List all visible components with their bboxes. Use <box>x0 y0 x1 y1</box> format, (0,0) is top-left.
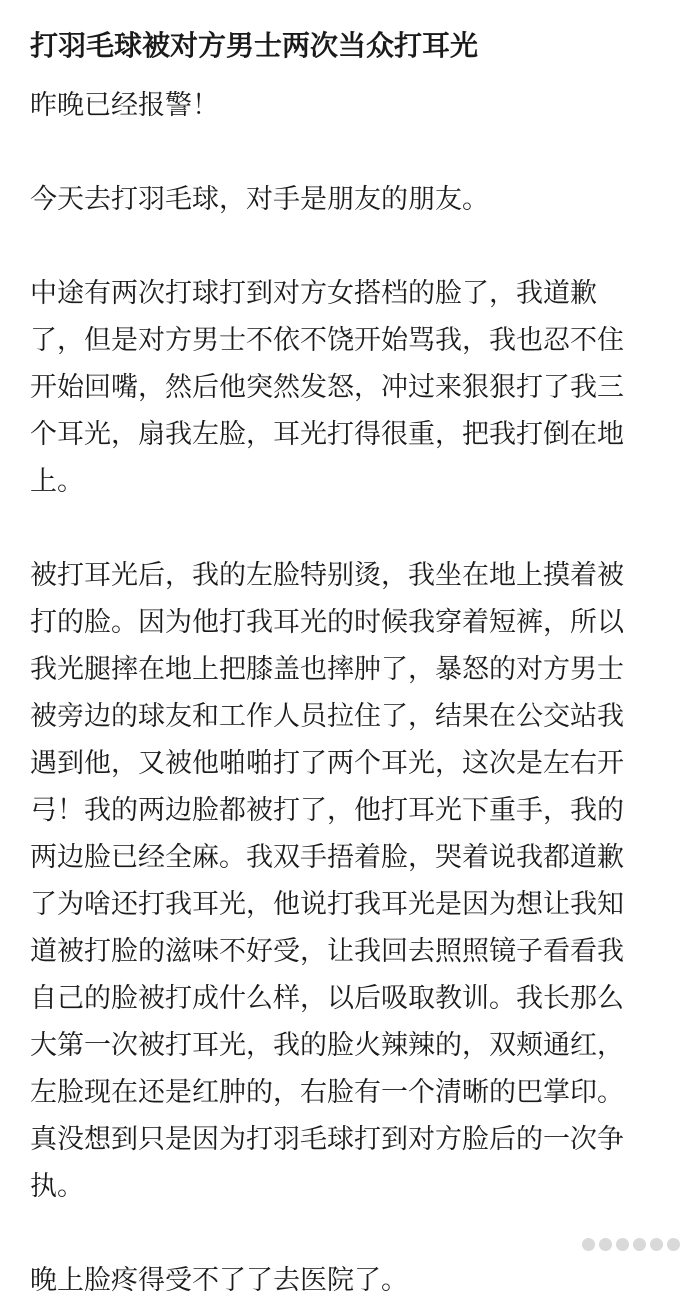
dot <box>650 1238 663 1251</box>
text-line: 两边脸已经全麻。我双手捂着脸，哭着说我都道歉 <box>30 842 624 873</box>
paragraph-gap <box>30 129 662 176</box>
text-line: 弓！我的两边脸都被打了，他打耳光下重手，我的 <box>30 795 624 826</box>
text-line: 昨晚已经报警！ <box>30 90 219 121</box>
text-line: 被打耳光后，我的左脸特别烫，我坐在地上摸着被 <box>30 560 624 591</box>
text-line: 中途有两次打球打到对方女搭档的脸了，我道歉 <box>30 278 597 309</box>
dot <box>616 1238 629 1251</box>
paragraph-gap <box>30 505 662 552</box>
post-body <box>30 82 662 1304</box>
text-line: 遇到他，又被他啪啪打了两个耳光，这次是左右开 <box>30 748 624 779</box>
text-line: 我光腿摔在地上把膝盖也摔肿了，暴怒的对方男士 <box>30 654 624 685</box>
text-line: 上。 <box>30 466 84 497</box>
text-line: 道被打脸的滋味不好受，让我回去照照镜子看看我 <box>30 936 624 967</box>
text-line: 自己的脸被打成什么样，以后吸取教训。我长那么 <box>30 983 624 1014</box>
text-line: 被旁边的球友和工作人员拉住了，结果在公交站我 <box>30 701 624 732</box>
dot <box>633 1238 646 1251</box>
text-line: 左脸现在还是红肿的，右脸有一个清晰的巴掌印。 <box>30 1077 624 1108</box>
paragraph-4 <box>30 552 662 1210</box>
text-line: 真没想到只是因为打羽毛球打到对方脸后的一次争 <box>30 1124 624 1155</box>
paragraph-1 <box>30 82 662 129</box>
text-line: 大第一次被打耳光，我的脸火辣辣的，双颊通红， <box>30 1030 624 1061</box>
paragraph-2 <box>30 176 662 223</box>
dot <box>667 1238 680 1251</box>
text-line: 执。 <box>30 1171 84 1202</box>
post-title: 打羽毛球被对方男士两次当众打耳光 <box>30 29 479 62</box>
paragraph-gap <box>30 1210 662 1257</box>
paragraph-3 <box>30 270 662 505</box>
dot <box>582 1238 595 1251</box>
more-dots-icon <box>582 1238 680 1251</box>
paragraph-gap <box>30 223 662 270</box>
paragraph-5 <box>30 1257 662 1304</box>
text-line: 晚上脸疼得受不了了去医院了。 <box>30 1265 408 1296</box>
text-line: 个耳光，扇我左脸，耳光打得很重，把我打倒在地 <box>30 419 624 450</box>
text-line: 开始回嘴，然后他突然发怒，冲过来狠狠打了我三 <box>30 372 624 403</box>
text-line: 了，但是对方男士不依不饶开始骂我，我也忍不住 <box>30 325 624 356</box>
text-line: 打的脸。因为他打我耳光的时候我穿着短裤，所以 <box>30 607 624 638</box>
text-line: 了为啥还打我耳光，他说打我耳光是因为想让我知 <box>30 889 624 920</box>
text-line: 今天去打羽毛球，对手是朋友的朋友。 <box>30 184 489 215</box>
dot <box>599 1238 612 1251</box>
